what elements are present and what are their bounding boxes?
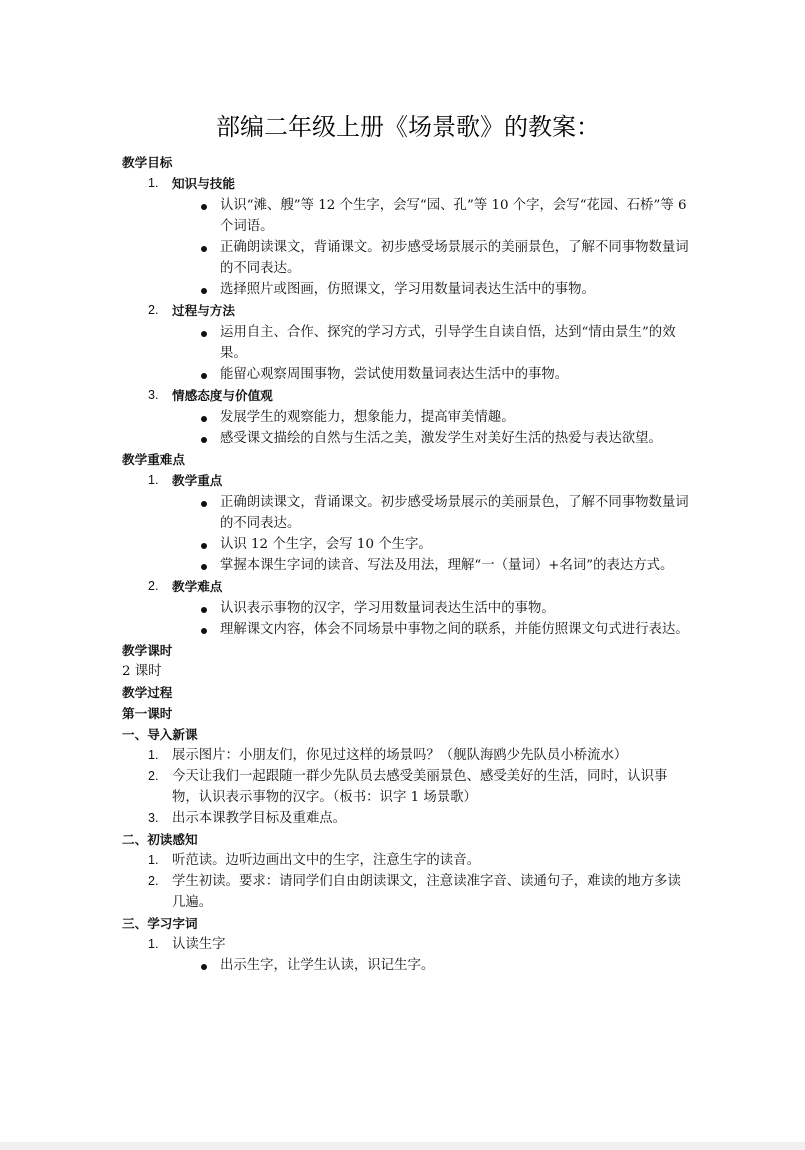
objective-item: [122, 385, 694, 407]
item-number: 1.: [148, 853, 159, 867]
bullet-dot-icon: [201, 501, 207, 507]
bullet-list: [122, 407, 694, 449]
bullet-dot-icon: [201, 543, 207, 549]
bullet-dot-icon: [201, 416, 207, 422]
objective-item: [122, 173, 694, 195]
bullet-item: 运用自主、合作、探究的学习方式，引导学生自读自悟，达到“情由景生”的效果。: [122, 322, 694, 364]
bullet-list: [122, 492, 694, 576]
item-title: 知识与技能: [172, 176, 235, 191]
item-number: 2.: [148, 874, 159, 888]
bullet-list: [122, 195, 694, 300]
numbered-list: [122, 934, 694, 976]
bullet-item: 理解课文内容，体会不同场景中事物之间的联系，并能仿照课文句式进行表达。: [122, 619, 694, 640]
item-number: 1.: [148, 748, 159, 762]
objective-item: [122, 300, 694, 322]
keypoint-item: [122, 470, 694, 492]
list-item: 2. 今天让我们一起跟随一群少先队员去感受美丽景色、感受美好的生活，同时，认识事物，认识表示事物的汉字。（板书：识字 1 场景歌）: [122, 766, 694, 808]
bullet-list: [122, 322, 694, 385]
list-item: 1. 认读生字: [122, 934, 694, 955]
bullet-dot-icon: [201, 331, 207, 337]
bullet-dot-icon: [201, 288, 207, 294]
bullet-dot-icon: [201, 628, 207, 634]
item-number: 1.: [148, 176, 159, 190]
item-number: 3.: [148, 811, 159, 825]
list-item: 1. 展示图片：小朋友们，你见过这样的场景吗？（舰队海鸥少先队员小桥流水）: [122, 745, 694, 766]
numbered-list: [122, 745, 694, 829]
bullet-dot-icon: [201, 246, 207, 252]
item-title: 教学难点: [172, 579, 223, 594]
bullet-item: 正确朗读课文，背诵课文。初步感受场景展示的美丽景色，了解不同事物数量词的不同表达。: [122, 237, 694, 279]
bullet-item: 认识表示事物的汉字，学习用数量词表达生活中的事物。: [122, 598, 694, 619]
keypoints-heading: 教学重难点: [122, 452, 185, 467]
bullet-dot-icon: [201, 204, 207, 210]
item-number: 2.: [148, 769, 159, 783]
item-number: 1.: [148, 473, 159, 487]
section-title: 三、学习字词: [122, 916, 198, 931]
bullet-item: 正确朗读课文，背诵课文。初步感受场景展示的美丽景色，了解不同事物数量词的不同表达。: [122, 492, 694, 534]
numbered-list: [122, 850, 694, 913]
hours-value: 2 课时: [122, 664, 162, 679]
objectives-heading: 教学目标: [122, 155, 173, 170]
keypoint-item: [122, 576, 694, 598]
objectives-list: [122, 173, 694, 449]
lesson-one-heading: 第一课时: [122, 706, 173, 721]
item-title: 情感态度与价值观: [172, 388, 273, 403]
bullet-item: 认识“滩、艘”等 12 个生字，会写“园、孔”等 10 个字，会写“花园、石桥”等 6 个词语。: [122, 195, 694, 237]
bullet-dot-icon: [201, 564, 207, 570]
bullet-item: 能留心观察周围事物，尝试使用数量词表达生活中的事物。: [122, 364, 694, 385]
bullet-list: [122, 598, 694, 640]
page-title: 部编二年级上册《场景歌》的教案：: [216, 113, 600, 141]
bullet-dot-icon: [201, 437, 207, 443]
bullet-dot-icon: [201, 964, 207, 970]
section-title: 二、初读感知: [122, 832, 198, 847]
item-title: 过程与方法: [172, 303, 235, 318]
document-content: [122, 108, 694, 976]
bullet-item: 认识 12 个生字，会写 10 个生字。: [122, 534, 694, 555]
hours-heading: 教学课时: [122, 643, 173, 658]
bullet-item: 掌握本课生字词的读音、写法及用法，理解“一（量词）+名词”的表达方式。: [122, 555, 694, 576]
list-item: 1. 听范读。边听边画出文中的生字，注意生字的读音。: [122, 850, 694, 871]
item-title: 教学重点: [172, 473, 223, 488]
item-number: 1.: [148, 937, 159, 951]
list-item: 2. 学生初读。要求：请同学们自由朗读课文，注意读准字音、读通句子，难读的地方多读几遍。: [122, 871, 694, 913]
bullet-item: 感受课文描绘的自然与生活之美，激发学生对美好生活的热爱与表达欲望。: [122, 428, 694, 449]
bullet-list: [122, 955, 694, 976]
section-title: 一、导入新课: [122, 727, 198, 742]
item-number: 3.: [148, 388, 159, 402]
item-number: 2.: [148, 303, 159, 317]
bullet-dot-icon: [201, 607, 207, 613]
item-number: 2.: [148, 579, 159, 593]
bullet-item: 出示生字，让学生认读，识记生字。: [122, 955, 694, 976]
process-heading: 教学过程: [122, 685, 173, 700]
bullet-item: 选择照片或图画，仿照课文，学习用数量词表达生活中的事物。: [122, 279, 694, 300]
bullet-dot-icon: [201, 373, 207, 379]
keypoints-list: [122, 470, 694, 640]
bullet-item: 发展学生的观察能力，想象能力，提高审美情趣。: [122, 407, 694, 428]
list-item: 3. 出示本课教学目标及重难点。: [122, 808, 694, 829]
